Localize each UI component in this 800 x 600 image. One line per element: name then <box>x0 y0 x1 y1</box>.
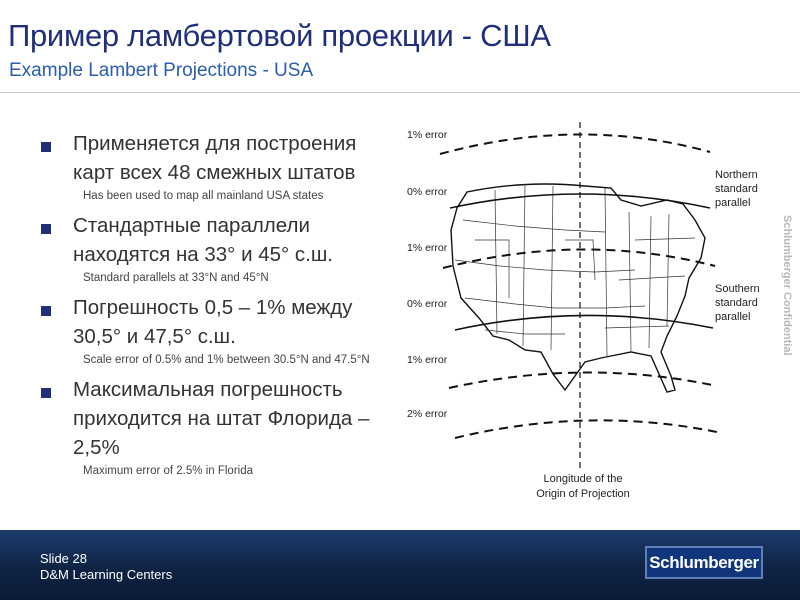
bullet-text-en: Maximum error of 2.5% in Florida <box>83 465 253 477</box>
bullet-item <box>40 375 390 480</box>
bullet-text-en: Has been used to map all mainland USA states <box>83 190 324 202</box>
bullet-item <box>40 293 390 369</box>
bullet-square-icon <box>41 306 51 316</box>
slide-title: Пример ламбертовой проекции - США <box>8 18 551 53</box>
learning-center-label: D&M Learning Centers <box>40 567 173 582</box>
error-label: 1% error <box>407 129 448 141</box>
lambert-projection-map <box>405 120 775 520</box>
bullet-text-en: Scale error of 0.5% and 1% between 30.5°N and 47.5°N <box>83 354 370 366</box>
bullet-item <box>40 129 390 205</box>
bullet-square-icon <box>41 224 51 234</box>
bullet-text-ru: Стандартные параллели находятся на 33° и 45° с.ш. <box>73 214 334 266</box>
error-label: 0% error <box>407 298 448 310</box>
error-label: 1% error <box>407 354 448 366</box>
bullet-text-ru: Погрешность 0,5 – 1% между 30,5° и 47,5° с.ш. <box>73 296 353 348</box>
schlumberger-logo <box>645 546 763 579</box>
bullet-square-icon <box>41 388 51 398</box>
title-divider <box>0 92 800 93</box>
error-label: 1% error <box>407 242 448 254</box>
logo-text: Schlumberger <box>649 552 759 572</box>
error-label: 0% error <box>407 186 448 198</box>
northern-parallel-label: Northern <box>715 169 758 181</box>
bullet-text-ru: Максимальная погрешность приходится на штат Флорида – 2,5% <box>73 378 370 459</box>
slide-number: Slide 28 <box>40 551 87 566</box>
bullet-item <box>40 211 390 287</box>
origin-longitude-label: Origin of Projection <box>536 488 630 500</box>
slide-subtitle: Example Lambert Projections - USA <box>9 60 314 81</box>
northern-parallel-label: standard <box>715 183 758 195</box>
bullet-square-icon <box>41 142 51 152</box>
usa-outline <box>451 184 705 392</box>
state-boundaries <box>455 184 695 356</box>
southern-parallel-label: Southern <box>715 283 760 295</box>
error-curves <box>440 134 717 438</box>
southern-parallel-label: parallel <box>715 311 751 323</box>
confidential-watermark: Schlumberger Confidential <box>781 215 793 356</box>
bullet-list <box>40 129 390 486</box>
southern-parallel-label: standard <box>715 297 758 309</box>
footer-bar <box>0 530 800 600</box>
northern-parallel-label: parallel <box>715 197 751 209</box>
bullet-text-ru: Применяется для построения карт всех 48 смежных штатов <box>73 132 357 184</box>
error-label: 2% error <box>407 408 448 420</box>
origin-longitude-label: Longitude of the <box>543 473 623 485</box>
bullet-text-en: Standard parallels at 33°N and 45°N <box>83 272 269 284</box>
